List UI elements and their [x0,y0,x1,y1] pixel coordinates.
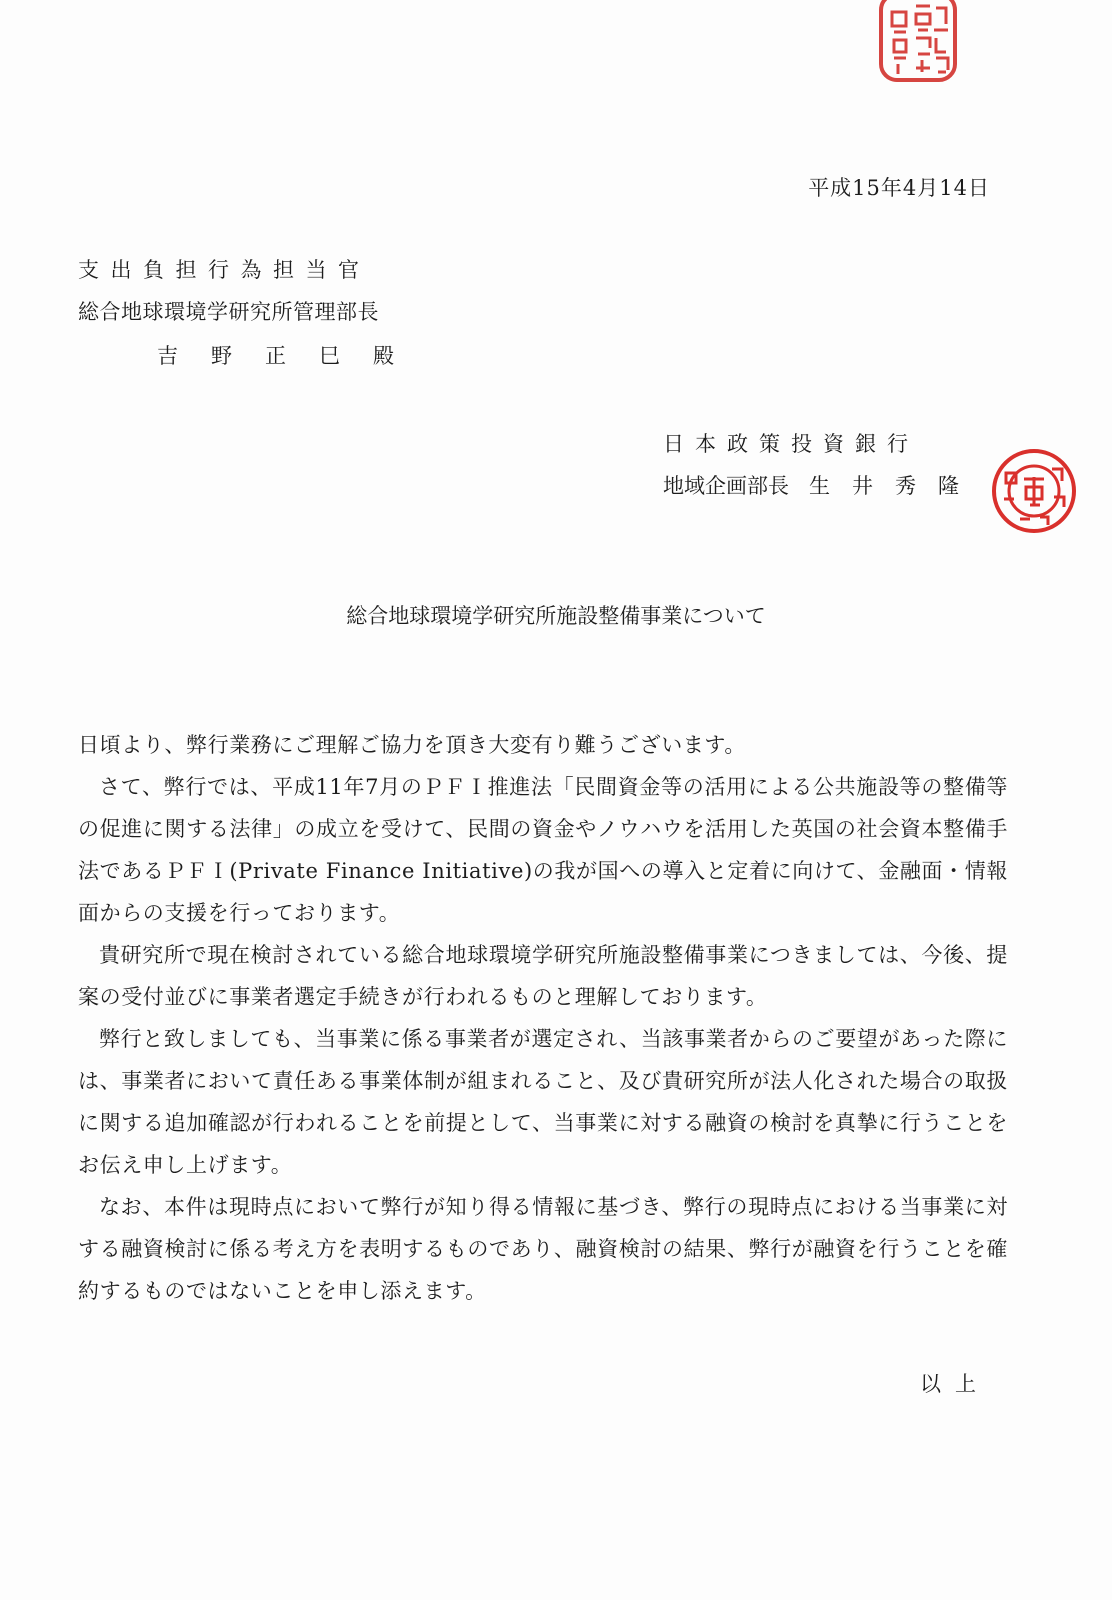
sender-seal-stamp [990,447,1078,535]
body-paragraph: 日頃より、弊行業務にご理解ご協力を頂き大変有り難うございます。 [78,733,746,757]
body-paragraph: さて、弊行では、平成11年7月のＰＦＩ推進法「民間資金等の活用による公共施設等の整備等の促進に関する法律」の成立を受けて、民間の資金やノウハウを活用した英国の社会資本整備手法であるＰＦＩ(Private Finance Initiative)の我が国への導入と定着に向けて、金融面・情報面からの支援を行っております。 [78,775,1008,925]
body-paragraph: なお、本件は現時点において弊行が知り得る情報に基づき、弊行の現時点における当事業に対する融資検討に係る考え方を表明するものであり、融資検討の結果、弊行が融資を行うことを確約するものではないことを申し添えます。 [78,1195,1008,1303]
letter-closing: 以上 [920,1372,990,1396]
sender-organization: 日本政策投資銀行 [663,432,919,456]
sender-position: 地域企画部長 [663,474,789,498]
sender-line [663,470,981,500]
letter-body [78,724,1008,1312]
addressee-title: 支出負担行為担当官 [78,258,371,282]
body-paragraph: 貴研究所で現在検討されている総合地球環境学研究所施設整備事業につきましては、今後、提案の受付並びに事業者選定手続きが行われるものと理解しております。 [78,943,1008,1009]
official-seal-stamp [876,0,960,86]
letter-subject: 総合地球環境学研究所施設整備事業について [346,604,766,628]
addressee-name: 吉野正巳殿 [157,344,427,368]
letter-date: 平成15年4月14日 [808,176,990,200]
addressee-department: 総合地球環境学研究所管理部長 [78,300,379,324]
body-paragraph: 弊行と致しましても、当事業に係る事業者が選定され、当該事業者からのご要望があった際には、事業者において責任ある事業体制が組まれること、及び貴研究所が法人化された場合の取扱に関する追加確認が行われることを前提として、当事業に対する融資の検討を真摯に行うことをお伝え申し上げます。 [78,1027,1008,1177]
sender-name: 生井秀隆 [809,474,981,498]
